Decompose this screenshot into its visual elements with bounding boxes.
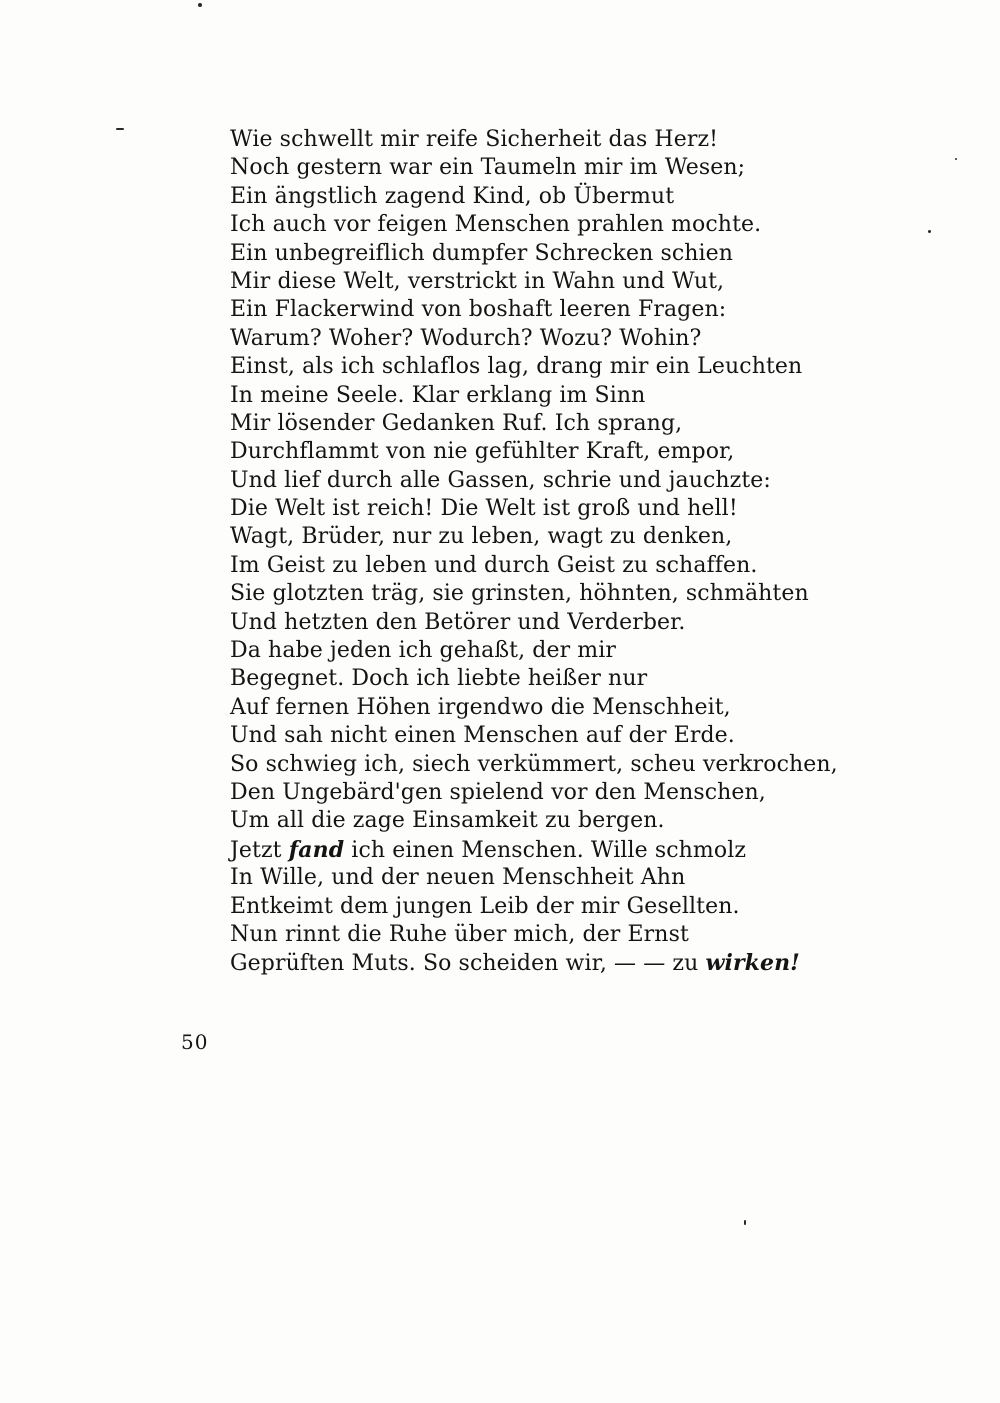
poem-line: Begegnet. Doch ich liebte heißer nur xyxy=(230,666,648,692)
poem-line: Nun rinnt die Ruhe über mich, der Ernst xyxy=(230,921,689,947)
page-number: 50 xyxy=(181,1030,209,1054)
print-speck xyxy=(744,1220,746,1225)
poem-line: Ein ängstlich zagend Kind, ob Übermut xyxy=(230,183,675,209)
poem-line: Mir diese Welt, verstrickt in Wahn und Wut, xyxy=(230,268,725,294)
poem-line: Ein unbegreiflich dumpfer Schrecken schien xyxy=(230,240,734,266)
line-text: Jetzt xyxy=(230,837,289,863)
poem-line: Einst, als ich schlaflos lag, drang mir ein Leuchten xyxy=(230,354,803,380)
poem-line: Im Geist zu leben und durch Geist zu schaffen. xyxy=(230,552,758,578)
poem-line: Warum? Woher? Wodurch? Wozu? Wohin? xyxy=(230,325,702,351)
poem-line: Mir lösender Gedanken Ruf. Ich sprang, xyxy=(230,410,683,436)
print-speck xyxy=(955,158,957,160)
poem-line: Wie schwellt mir reife Sicherheit das Herz! xyxy=(230,127,719,152)
emphasized-word: wirken! xyxy=(705,950,800,977)
poem-line: Wagt, Brüder, nur zu leben, wagt zu denken, xyxy=(230,524,733,550)
poem-line: So schwieg ich, siech verkümmert, scheu verkrochen, xyxy=(230,751,838,777)
poem-line: Auf fernen Höhen irgendwo die Menschheit, xyxy=(230,694,731,720)
poem-line: Den Ungebärd'gen spielend vor den Menschen, xyxy=(230,779,766,805)
poem-line: Durchflammt von nie gefühlter Kraft, empor, xyxy=(230,439,735,465)
poem-line-emphasis xyxy=(230,949,870,977)
poem-line: In Wille, und der neuen Menschheit Ahn xyxy=(230,865,686,891)
poem-line: Und sah nicht einen Menschen auf der Erde. xyxy=(230,723,735,749)
poem-line: Entkeimt dem jungen Leib der mir Gesellten. xyxy=(230,893,740,919)
poem-line: Ein Flackerwind von boshaft leeren Fragen: xyxy=(230,297,727,323)
poem-line: Um all die zage Einsamkeit zu bergen. xyxy=(230,808,665,834)
poem-line: In meine Seele. Klar erklang im Sinn xyxy=(230,382,646,408)
emphasized-word: fand xyxy=(288,836,345,863)
poem xyxy=(230,126,870,978)
poem-line: Noch gestern war ein Taumeln mir im Wesen; xyxy=(230,155,746,181)
print-speck xyxy=(116,128,124,130)
poem-line: Sie glotzten träg, sie grinsten, höhnten, schmähten xyxy=(230,581,809,607)
print-speck xyxy=(198,3,202,7)
poem-line: Und hetzten den Betörer und Verderber. xyxy=(230,609,686,635)
poem-line: Und lief durch alle Gassen, schrie und jauchzte: xyxy=(230,467,771,493)
poem-line: Die Welt ist reich! Die Welt ist groß und hell! xyxy=(230,496,738,522)
poem-line-emphasis xyxy=(230,836,870,864)
print-speck xyxy=(928,230,931,233)
poem-line: Da habe jeden ich gehaßt, der mir xyxy=(230,638,616,664)
poem-line: Ich auch vor feigen Menschen prahlen mochte. xyxy=(230,212,762,238)
line-text: Geprüften Muts. So scheiden wir, — — zu xyxy=(230,951,706,977)
line-text: ich einen Menschen. Wille schmolz xyxy=(344,837,747,863)
